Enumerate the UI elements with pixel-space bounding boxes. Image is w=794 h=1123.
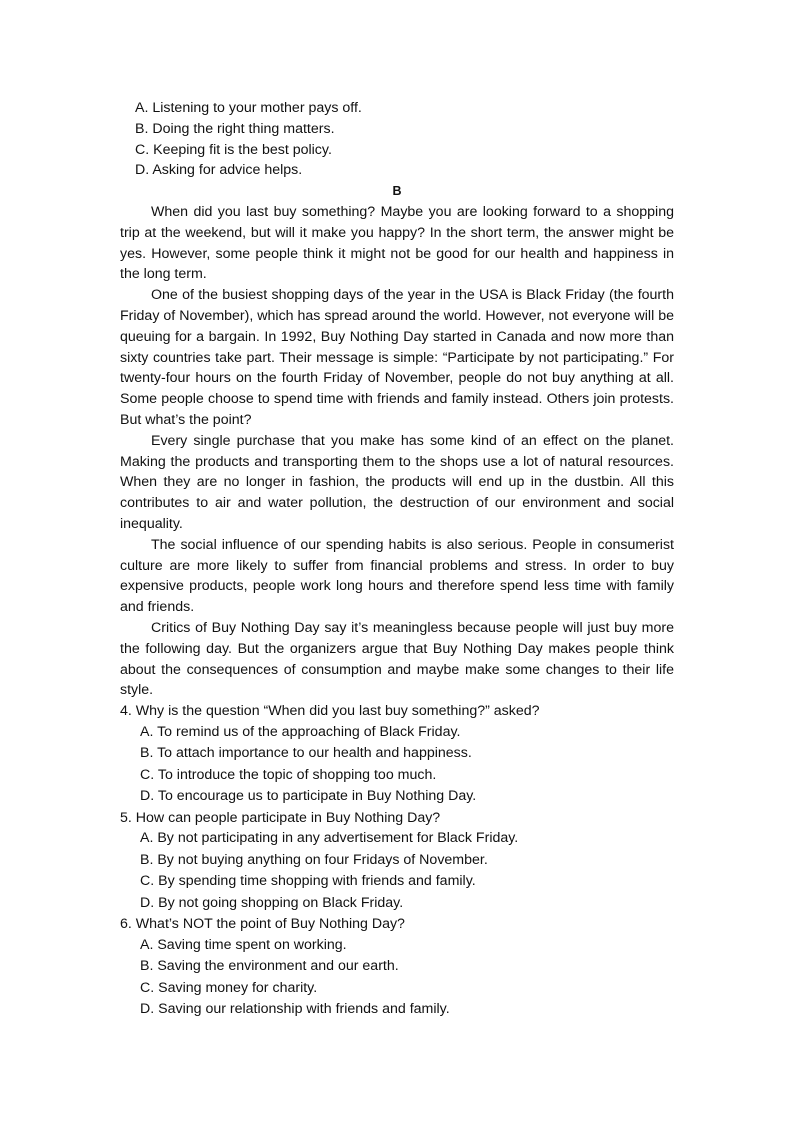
- option-c: C. Saving money for charity.: [140, 979, 318, 996]
- option-b: B. By not buying anything on four Fridays of November.: [140, 851, 488, 868]
- option-c: C. Keeping fit is the best policy.: [135, 141, 332, 158]
- previous-question-options: [120, 98, 674, 181]
- option-a: A. Listening to your mother pays off.: [135, 100, 362, 116]
- option-c: C. To introduce the topic of shopping too much.: [140, 766, 437, 783]
- section-title: B: [392, 184, 402, 199]
- passage: [120, 202, 674, 701]
- option-c: C. By spending time shopping with friends and family.: [140, 873, 476, 890]
- option-d: D. By not going shopping on Black Friday.: [140, 894, 404, 911]
- option-d: D. Saving our relationship with friends and family.: [140, 1000, 450, 1017]
- passage-paragraph: Every single purchase that you make has some kind of an effect on the planet. Making the products and transporting them to the shops use a lot of natural resources. When they are no longer in fashion, the products will end up in the dustbin. All this contributes to air and water pollution, the destruction of our environment and social inequality.: [120, 432, 674, 532]
- option-b: B. Doing the right thing matters.: [135, 120, 335, 137]
- passage-paragraph: One of the busiest shopping days of the year in the USA is Black Friday (the fourth Friday of November), which has spread around the world. However, not everyone will be queuing for a bargain. In 1992, Buy Nothing Day started in Canada and now more than sixty countries take part. Their message is simple: “Participate by not participating.” For twenty-four hours on the fourth Friday of November, people do not buy anything at all. Some people choose to spend time with friends and family instead. Others join protests. But what’s the point?: [120, 287, 674, 428]
- document-page: [120, 98, 674, 1020]
- question-5: [120, 808, 674, 914]
- question-text: 4. Why is the question “When did you last buy something?” asked?: [120, 703, 540, 720]
- option-b: B. Saving the environment and our earth.: [140, 958, 399, 975]
- option-a: A. To remind us of the approaching of Black Friday.: [140, 723, 461, 740]
- question-6: [120, 914, 674, 1020]
- passage-paragraph: The social influence of our spending habits is also serious. People in consumerist culture are more likely to suffer from financial problems and stress. In order to buy expensive products, people work long hours and therefore spend less time with family and friends.: [120, 536, 674, 616]
- question-4: [120, 701, 674, 807]
- option-a: A. Saving time spent on working.: [140, 936, 347, 953]
- option-b: B. To attach importance to our health and happiness.: [140, 745, 472, 762]
- passage-paragraph: Critics of Buy Nothing Day say it’s meaningless because people will just buy more the following day. But the organizers argue that Buy Nothing Day makes people think about the consequences of consumption and maybe make some changes to their life style.: [120, 619, 674, 699]
- option-d: D. Asking for advice helps.: [135, 162, 303, 179]
- question-text: 6. What’s NOT the point of Buy Nothing Day?: [120, 915, 405, 932]
- option-d: D. To encourage us to participate in Buy Nothing Day.: [140, 788, 477, 805]
- question-text: 5. How can people participate in Buy Nothing Day?: [120, 809, 441, 826]
- passage-paragraph: When did you last buy something? Maybe you are looking forward to a shopping trip at the weekend, but will it make you happy? In the short term, the answer might be yes. However, some people think it might not be good for our health and happiness in the long term.: [120, 203, 674, 283]
- option-a: A. By not participating in any advertisement for Black Friday.: [140, 830, 519, 847]
